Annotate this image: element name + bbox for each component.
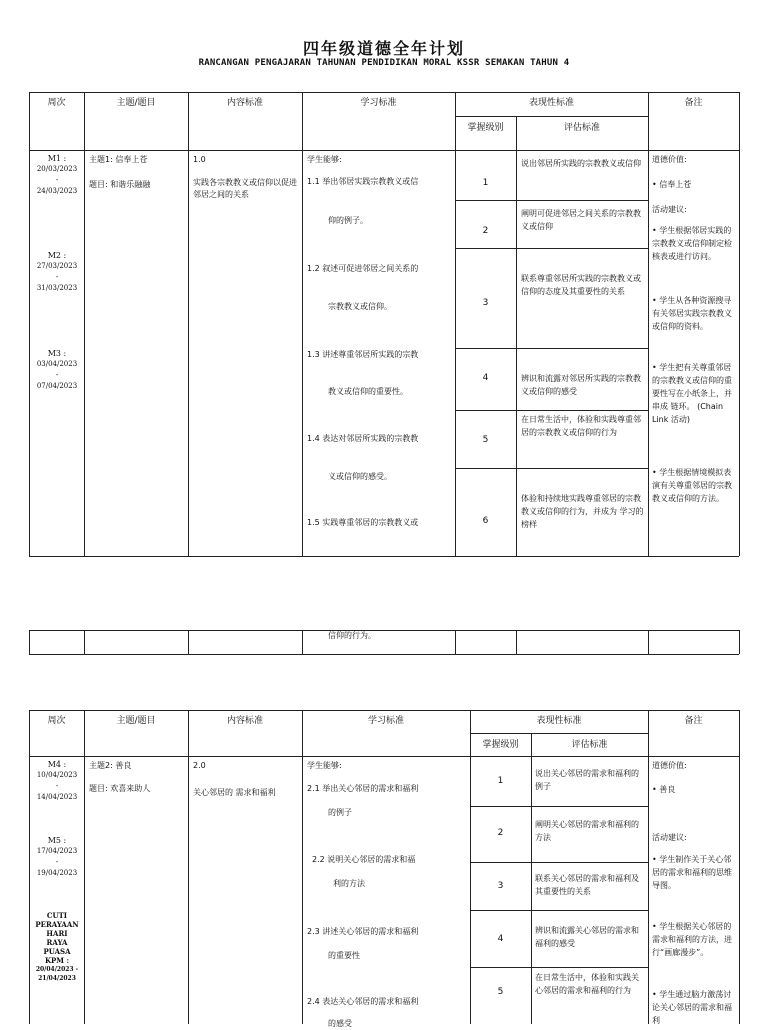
continuation-col-line	[455, 630, 456, 654]
holiday-line: KPM :	[44, 956, 70, 965]
week-label: M4 :	[47, 760, 67, 769]
learning-item: 2.3 讲述关心邻居的需求和福利	[307, 927, 419, 936]
learning-item-cont: 仰的例子。	[328, 216, 368, 225]
table2-header-bottom	[29, 756, 739, 757]
header-remarks: 备注	[684, 98, 703, 108]
holiday-line: RAYA	[46, 938, 68, 947]
table1-header-bottom	[29, 150, 739, 151]
moral-value: • 信奉上苍	[652, 180, 692, 189]
assessment-text: 阐明关心邻居的需求和福利的方法	[535, 820, 639, 842]
learning-item-cont: 的重要性	[328, 951, 360, 960]
table2-level-divider	[470, 967, 648, 968]
week-entry	[30, 153, 84, 197]
activity-suggestion: • 学生根据情境模拟表演有关尊重邻居的宗教教义或信仰的方法。	[652, 468, 732, 503]
header-performance-standard: 表现性标准	[536, 716, 582, 726]
continuation-col-line	[302, 630, 303, 654]
header-performance-standard: 表现性标准	[528, 98, 574, 108]
learning-item: 1.5 实践尊重邻居的宗教教义或	[307, 518, 419, 527]
table1-col-line	[455, 92, 456, 556]
table2-col-line	[648, 710, 649, 1024]
week-end: 24/03/2023	[36, 187, 78, 195]
table1-level-divider	[455, 200, 648, 201]
table1-col-line	[302, 92, 303, 556]
table1-level-divider	[455, 348, 648, 349]
activity-suggestion: • 学生根据邻居实践的宗教教义或信仰制定检核表或进行访问。	[652, 226, 732, 261]
header-learning-standard: 学习标准	[360, 98, 397, 108]
table2-col-line	[531, 733, 532, 1024]
week-entry	[30, 835, 84, 879]
table1-col-line	[188, 92, 189, 556]
table1-bottom-border	[29, 556, 739, 557]
week-dash: -	[55, 371, 59, 379]
table2-col-line	[739, 710, 740, 1024]
table2-col-line	[470, 710, 471, 1024]
continuation-col-line	[29, 630, 30, 654]
learning-intro: 学生能够:	[307, 155, 342, 164]
holiday-line: HARI	[46, 929, 68, 938]
theme-text: 主题1: 信奉上苍	[89, 155, 148, 164]
activity-suggestion: • 学生把有关尊重邻居的宗教教义或信仰的重要性写在小纸条上，并串成 链环。 (Chain Link 活动)	[652, 363, 732, 424]
mastery-level-number: 2	[497, 828, 504, 838]
mastery-level-number: 5	[497, 987, 504, 997]
week-entry	[30, 250, 84, 294]
mastery-level-number: 3	[482, 298, 489, 308]
table2-level-divider	[470, 862, 648, 863]
mastery-level-number: 4	[482, 373, 489, 383]
header-content-standard: 内容标准	[226, 98, 263, 108]
continuation-col-line	[188, 630, 189, 654]
holiday-line: 20/04/2023 -	[35, 966, 79, 973]
table2-col-line	[188, 710, 189, 1024]
table2-top-border	[29, 710, 739, 711]
week-start: 17/04/2023	[36, 847, 78, 855]
continuation-col-line	[84, 630, 85, 654]
continuation-col-line	[739, 630, 740, 654]
theme-text: 主题2: 善良	[89, 761, 132, 770]
week-dash: -	[55, 858, 59, 866]
content-text: 关心邻居的 需求和福利	[193, 788, 276, 797]
table1-top-border	[29, 92, 739, 93]
week-label: M1 :	[47, 154, 67, 163]
week-end: 31/03/2023	[36, 284, 78, 292]
mastery-level-number: 6	[482, 516, 489, 526]
assessment-text: 说出关心邻居的需求和福利的例子	[535, 769, 639, 791]
header-learning-standard: 学习标准	[367, 716, 404, 726]
week-end: 14/04/2023	[36, 793, 78, 801]
week-label: M5 :	[47, 836, 67, 845]
assessment-text: 阐明可促进邻居之间关系的宗教教义或信仰	[521, 209, 641, 231]
learning-item-cont: 的感受	[328, 1019, 352, 1028]
week-dash: -	[55, 176, 59, 184]
week-entry	[30, 759, 84, 803]
learning-item: 1.4 表达对邻居所实践的宗教教	[307, 434, 419, 443]
assessment-text: 辨识和流露关心邻居的需求和福利的感受	[535, 926, 639, 948]
document-subtitle: RANCANGAN PENGAJARAN TAHUNAN PENDIDIKAN MORAL KSSR SEMAKAN TAHUN 4	[198, 58, 570, 68]
continuation-col-line	[516, 630, 517, 654]
learning-intro: 学生能够:	[307, 761, 342, 770]
learning-item-cont: 教义或信仰的重要性。	[328, 387, 408, 396]
header-week: 周次	[47, 98, 66, 108]
mastery-level-number: 3	[497, 881, 504, 891]
table1-level-divider	[455, 468, 648, 469]
table1-level-divider	[455, 410, 648, 411]
learning-item: 1.3 讲述尊重邻居所实践的宗教	[307, 350, 419, 359]
moral-value-label: 道德价值:	[652, 155, 687, 164]
learning-item: 2.2 说明关心邻居的需求和福	[312, 855, 416, 864]
week-start: 10/04/2023	[36, 771, 78, 779]
activity-label: 活动建议:	[652, 205, 687, 214]
header-mastery-level: 掌握级别	[482, 740, 519, 750]
assessment-text: 联系关心邻居的需求和福利及其重要性的关系	[535, 874, 639, 896]
mastery-level-number: 1	[497, 776, 504, 786]
moral-value-label: 道德价值:	[652, 761, 687, 770]
continuation-text: 信仰的行为。	[328, 631, 376, 640]
holiday-line: PUASA	[43, 947, 71, 956]
assessment-text: 在日常生活中，体验和实践关心邻居的需求和福利的行为	[535, 973, 639, 995]
document-title: 四年级道德全年计划	[302, 39, 465, 58]
holiday-line: CUTI	[46, 911, 68, 920]
week-label: M2 :	[47, 251, 67, 260]
mastery-level-number: 4	[497, 934, 504, 944]
learning-item-cont: 宗教教义或信仰。	[328, 302, 392, 311]
topic-text: 题目: 和谐乐融融	[89, 180, 151, 189]
table1-col-line	[516, 116, 517, 556]
learning-item: 2.1 举出关心邻居的需求和福利	[307, 784, 419, 793]
assessment-text: 辨识和流露对邻居所实践的宗教教义或信仰的感受	[521, 374, 641, 396]
table2-subheader-line	[470, 733, 648, 734]
table2-col-line	[84, 710, 85, 1024]
week-start: 03/04/2023	[36, 360, 78, 368]
week-dash: -	[55, 273, 59, 281]
content-number: 2.0	[193, 761, 206, 770]
table2-level-divider	[470, 910, 648, 911]
table1-subheader-line	[455, 116, 648, 117]
content-number: 1.0	[193, 155, 206, 164]
week-start: 20/03/2023	[36, 165, 78, 173]
continuation-top-border	[29, 630, 739, 631]
content-text: 实践各宗教教义或信仰以促进邻居之间的关系	[193, 178, 297, 199]
header-remarks: 备注	[684, 716, 703, 726]
assessment-text: 体验和持续地实践尊重邻居的宗教教义或信仰的行为，并成为 学习的榜样	[521, 494, 644, 529]
holiday-line: PERAYAAN	[35, 920, 79, 929]
week-start: 27/03/2023	[36, 262, 78, 270]
table2-col-line	[302, 710, 303, 1024]
learning-item-cont: 利的方法	[333, 879, 365, 888]
mastery-level-number: 1	[482, 178, 489, 188]
header-theme: 主题/题目	[116, 716, 156, 726]
mastery-level-number: 2	[482, 226, 489, 236]
holiday-note	[30, 911, 84, 983]
mastery-level-number: 5	[482, 435, 489, 445]
header-assessment-standard: 评估标准	[563, 123, 600, 133]
learning-item-cont: 的例子	[328, 808, 352, 817]
continuation-bottom-border	[29, 654, 739, 655]
table2-level-divider	[470, 806, 648, 807]
activity-suggestion: • 学生通过脑力激荡讨论关心邻居的需求和福利	[652, 990, 732, 1025]
table1-level-divider	[455, 248, 648, 249]
topic-text: 题目: 欢喜来助人	[89, 784, 151, 793]
table1-col-line	[84, 92, 85, 556]
activity-label: 活动建议:	[652, 833, 687, 842]
holiday-line: 21/04/2023	[38, 975, 76, 982]
learning-item: 1.2 叙述可促进邻居之间关系的	[307, 264, 419, 273]
week-dash: -	[55, 782, 59, 790]
header-content-standard: 内容标准	[226, 716, 263, 726]
assessment-text: 说出邻居所实践的宗教教义或信仰	[521, 159, 641, 168]
learning-item-cont: 义或信仰的感受。	[328, 472, 392, 481]
table1-col-line	[648, 92, 649, 556]
activity-suggestion: • 学生制作关于关心邻居的需求和福利的思维导图。	[652, 855, 732, 890]
table1-col-line	[739, 92, 740, 556]
learning-item: 2.4 表达关心邻居的需求和福利	[307, 997, 419, 1006]
header-theme: 主题/题目	[116, 98, 156, 108]
week-end: 07/04/2023	[36, 382, 78, 390]
header-week: 周次	[47, 716, 66, 726]
moral-value: • 善良	[652, 785, 676, 794]
week-entry	[30, 348, 84, 392]
header-mastery-level: 掌握级别	[467, 123, 504, 133]
assessment-text: 联系尊重邻居所实践的宗教教义或信仰的态度及其重要性的关系	[521, 274, 641, 296]
assessment-text: 在日常生活中，体验和实践尊重邻居的宗教教义或信仰的行为	[521, 415, 641, 437]
activity-suggestion: • 学生从各种资源搜寻有关邻居实践宗教教义或信仰的资料。	[652, 296, 732, 331]
week-end: 19/04/2023	[36, 869, 78, 877]
continuation-col-line	[648, 630, 649, 654]
header-assessment-standard: 评估标准	[571, 740, 608, 750]
activity-suggestion: • 学生根据关心邻居的需求和福利的方法，进行“画廊漫步”。	[652, 922, 732, 957]
week-label: M3 :	[47, 349, 67, 358]
learning-item: 1.1 举出邻居实践宗教教义或信	[307, 177, 419, 186]
